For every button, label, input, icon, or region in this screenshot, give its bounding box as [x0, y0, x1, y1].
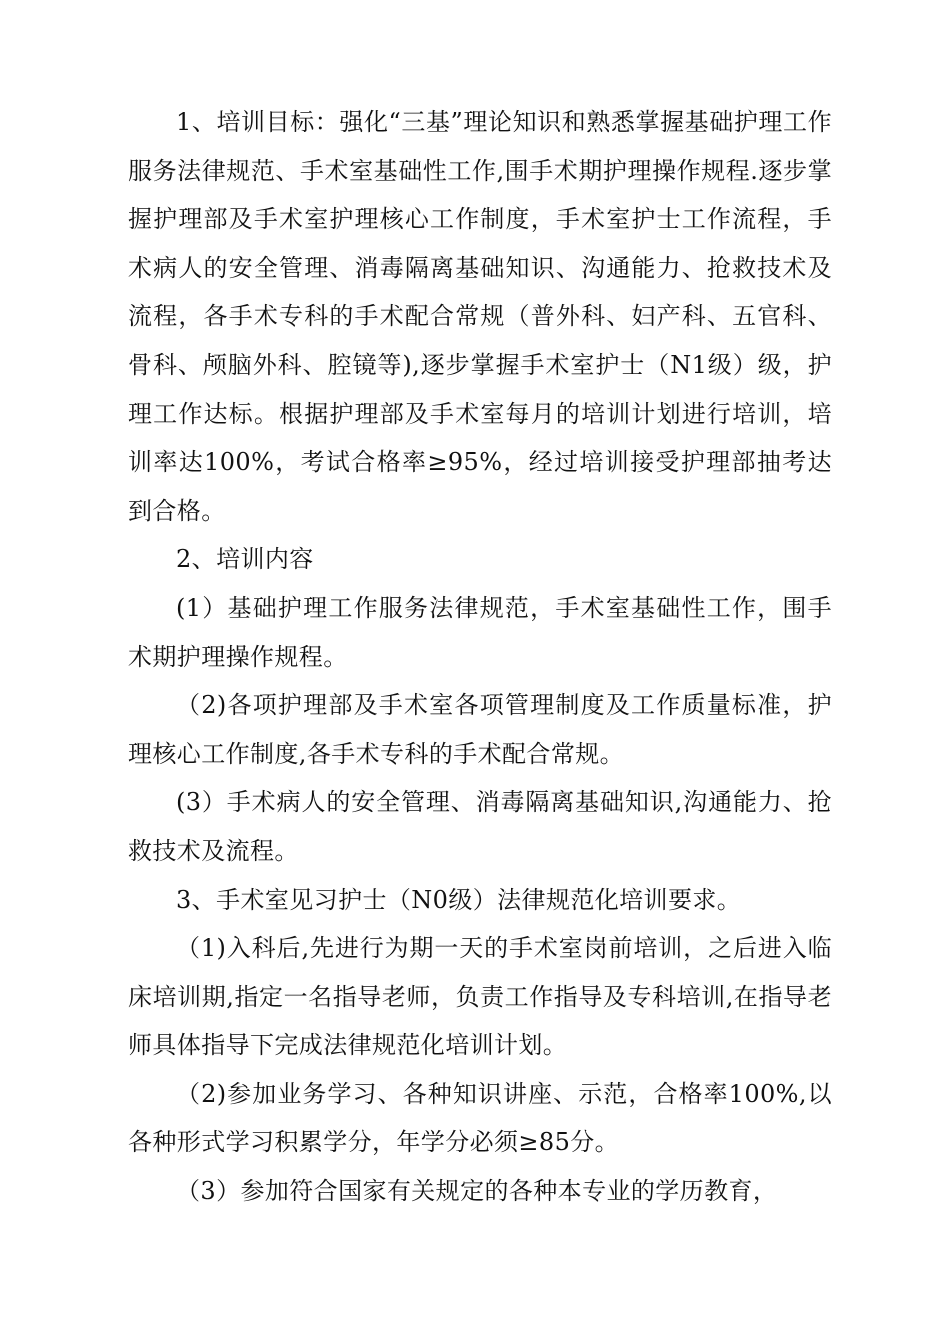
paragraph-training-goal: 1、培训目标：强化“三基”理论知识和熟悉掌握基础护理工作服务法律规范、手术室基础性工作,围手术期护理操作规程.逐步掌握护理部及手术室护理核心工作制度，手术室护士工作流程，手术病人的安全管理、消毒隔离基础知识、沟通能力、抢救技术及流程，各手术专科的手术配合常规（普外科、妇产科、五官科、骨科、颅脑外科、腔镜等),逐步掌握手术室护士（N1级）级，护理工作达标。根据护理部及手术室每月的培训计划进行培训，培训率达100%，考试合格率≥95%，经过培训接受护理部抽考达到合格。: [128, 108, 832, 525]
heading-trainee-requirements: 3、手术室见习护士（N0级）法律规范化培训要求。: [176, 885, 742, 914]
heading-training-content: 2、培训内容: [176, 545, 314, 574]
paragraph-requirement-item-2: （2)参加业务学习、各种知识讲座、示范，合格率100%,以各种形式学习积累学分，年学分必须≥85分。: [128, 1079, 832, 1157]
paragraph-content-item-2: （2)各项护理部及手术室各项管理制度及工作质量标准，护理核心工作制度,各手术专科的手术配合常规。: [128, 691, 832, 768]
paragraph-content-item-1: (1）基础护理工作服务法律规范，手术室基础性工作，围手术期护理操作规程。: [128, 593, 832, 671]
paragraph-requirement-item-1: （1)入科后,先进行为期一天的手术室岗前培训，之后进入临床培训期,指定一名指导老师，负责工作指导及专科培训,在指导老师具体指导下完成法律规范化培训计划。: [128, 934, 832, 1060]
paragraph-requirement-item-3: （3）参加符合国家有关规定的各种本专业的学历教育，: [176, 1177, 778, 1206]
paragraph-content-item-3: (3）手术病人的安全管理、消毒隔离基础知识,沟通能力、抢救技术及流程。: [128, 788, 832, 865]
